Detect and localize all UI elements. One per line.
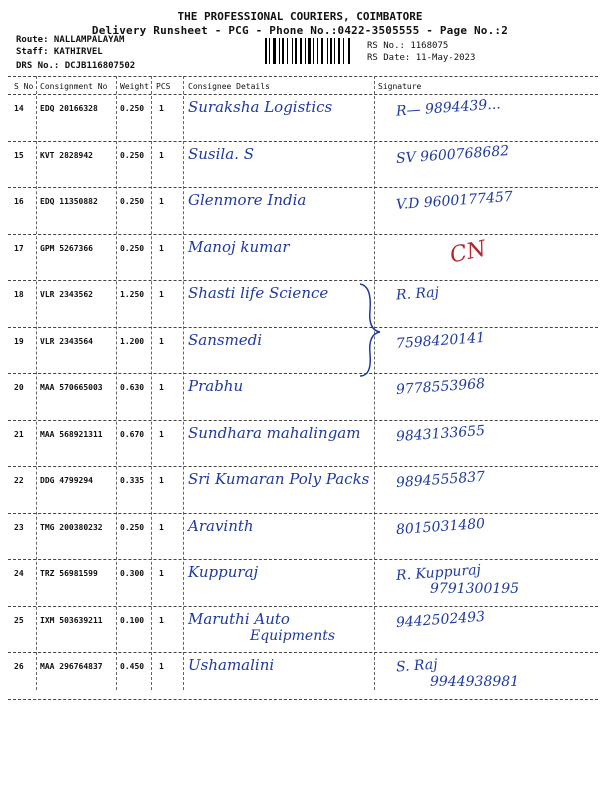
row-weight: 1.250 [120, 290, 145, 299]
row-sno: 21 [14, 429, 24, 439]
row-sno: 22 [14, 476, 24, 485]
row-signature: S. Raj [395, 656, 439, 676]
row-consignee: Glenmore India [188, 191, 307, 209]
row-consignee: Kuppuraj [188, 563, 259, 581]
barcode-bar [265, 38, 267, 64]
row-pcs: 1 [159, 569, 164, 578]
row-sno: 18 [14, 290, 24, 299]
col-consignment: Consignment No [40, 82, 108, 91]
route-label: Route: NALLAMPALAYAM [16, 35, 125, 45]
barcode-bar [295, 38, 297, 64]
row-signature: V.D 9600177457 [395, 188, 514, 214]
row-sno: 24 [14, 569, 24, 578]
row-consignee: Maruthi Auto [188, 609, 290, 628]
row-rule [8, 466, 598, 467]
row-consignee: Prabhu [188, 377, 244, 395]
row-consignee: Ushamalini [188, 656, 275, 674]
row-signature-extra: 9791300195 [430, 581, 520, 597]
row-rule [8, 513, 598, 514]
runsheet-subtitle: Delivery Runsheet - PCG - Phone No.:0422-3505555 - Page No.:2 [91, 24, 509, 37]
col-divider [116, 76, 117, 690]
row-rule [8, 420, 598, 421]
barcode-bar [305, 38, 306, 64]
row-weight: 0.450 [120, 662, 145, 671]
row-consignment: GPM 5267366 [40, 243, 93, 253]
row-consignment: IXM 503639211 [40, 615, 103, 625]
row-consignee: Sansmedi [188, 330, 263, 349]
row-weight: 0.670 [120, 429, 145, 439]
row-signature: 7598420141 [395, 329, 486, 352]
row-pcs: 1 [159, 290, 164, 299]
row-rule [8, 234, 598, 235]
row-rule [8, 373, 598, 374]
row-sno: 26 [14, 662, 24, 671]
row-pcs: 1 [159, 383, 164, 392]
row-sno: 17 [14, 243, 24, 253]
row-sno: 23 [14, 522, 24, 532]
row-weight: 0.250 [120, 197, 145, 206]
row-consignee: Shasti life Science [188, 284, 329, 302]
row-consignee: Aravinth [188, 516, 254, 535]
row-pcs: 1 [159, 615, 164, 625]
row-sno: 25 [14, 615, 24, 625]
row-pcs: 1 [159, 429, 164, 439]
brace-mark [356, 280, 386, 380]
barcode-bar [327, 38, 328, 64]
row-rule [8, 187, 598, 188]
row-consignment: VLR 2343562 [40, 290, 93, 299]
col-weight: Weight [120, 82, 149, 91]
row-pcs: 1 [159, 662, 164, 671]
row-signature-extra: 9944938981 [430, 674, 520, 690]
row-consignment: DDG 4799294 [40, 476, 93, 485]
row-sno: 16 [14, 197, 24, 206]
row-sno: 20 [14, 383, 24, 392]
row-weight: 0.100 [120, 615, 145, 625]
row-pcs: 1 [159, 336, 164, 346]
row-weight: 0.250 [120, 150, 145, 160]
row-weight: 0.250 [120, 243, 145, 253]
barcode-bar [308, 38, 311, 64]
row-consignment: MAA 570665003 [40, 383, 103, 392]
row-signature-extra: Equipments [250, 627, 336, 644]
row-signature: 8015031480 [395, 515, 486, 538]
row-consignment: TMG 200380232 [40, 522, 103, 532]
row-signature: 9442502493 [395, 608, 486, 631]
drs-label: DRS No.: DCJB116807502 [16, 61, 136, 71]
row-sno: 19 [14, 336, 24, 346]
row-signature: R. Raj [395, 284, 440, 304]
row-consignment: VLR 2343564 [40, 336, 93, 346]
barcode-bar [300, 38, 302, 64]
barcode-bar [269, 38, 270, 64]
row-weight: 0.250 [120, 104, 145, 113]
barcode-bar [279, 38, 280, 64]
row-consignee: Manoj kumar [188, 237, 290, 256]
staff-label: Staff: KATHIRVEL [16, 47, 103, 57]
row-signature: 9843133655 [395, 422, 486, 445]
row-pcs: 1 [159, 150, 164, 160]
row-signature: R. Kuppuraj [395, 562, 482, 584]
barcode-bar [273, 38, 276, 64]
col-pcs: PCS [156, 82, 171, 91]
col-divider [183, 76, 184, 690]
row-consignment: MAA 296764837 [40, 662, 103, 671]
row-signature: 9894555837 [395, 468, 486, 492]
barcode-bar [313, 38, 314, 64]
row-signature: 9778553968 [395, 375, 486, 399]
barcode-bar [330, 38, 332, 64]
company-title: THE PROFESSIONAL COURIERS, COIMBATORE [177, 10, 423, 23]
barcode-bar [321, 38, 323, 64]
row-weight: 0.630 [120, 383, 145, 392]
col-signature: Signature [378, 82, 422, 91]
row-consignment: KVT 2828942 [40, 150, 93, 160]
row-consignee: Susila. S [188, 144, 254, 163]
col-consignee: Consignee Details [188, 82, 270, 91]
row-rule [8, 327, 598, 328]
row-sno: 14 [14, 104, 24, 113]
header-bottom-rule [8, 94, 598, 95]
row-rule [8, 280, 598, 281]
row-pcs: 1 [159, 476, 164, 485]
row-consignee: Suraksha Logistics [188, 98, 333, 116]
row-pcs: 1 [159, 197, 164, 206]
barcode-bar [338, 38, 340, 64]
row-rule [8, 559, 598, 560]
row-weight: 0.300 [120, 569, 145, 578]
header-top-rule [8, 76, 598, 77]
row-consignment: TRZ 56981599 [40, 569, 98, 578]
barcode-bar [292, 38, 293, 64]
brace-path [360, 284, 380, 376]
row-consignment: MAA 568921311 [40, 429, 103, 439]
col-sno: S No [14, 82, 34, 91]
row-pcs: 1 [159, 243, 164, 253]
barcode-bar [287, 38, 288, 64]
row-weight: 1.200 [120, 336, 145, 346]
row-rule [8, 652, 598, 653]
row-signature: SV 9600768682 [395, 142, 510, 167]
col-divider [374, 76, 375, 690]
barcode-bar [317, 38, 318, 64]
row-consignee: Sri Kumaran Poly Packs [188, 470, 370, 488]
row-consignment: EDQ 20166328 [40, 104, 98, 113]
barcode-bar [348, 38, 350, 64]
rs-date: RS Date: 11-May-2023 [367, 53, 476, 63]
row-pcs: 1 [159, 104, 164, 113]
col-divider [151, 76, 152, 690]
row-rule [8, 699, 598, 700]
row-consignee: Sundhara mahalingam [188, 423, 361, 442]
barcode-bar [343, 38, 344, 64]
row-rule [8, 141, 598, 142]
row-rule [8, 606, 598, 607]
row-signature: R— 9894439... [395, 96, 502, 120]
row-pcs: 1 [159, 522, 164, 532]
col-divider [36, 76, 37, 690]
rs-number: RS No.: 1168075 [367, 41, 449, 51]
red-ink-mark: CN [447, 236, 489, 269]
row-consignment: EDQ 11350882 [40, 197, 98, 206]
row-sno: 15 [14, 150, 24, 160]
barcode [265, 38, 361, 64]
barcode-bar [334, 38, 335, 64]
barcode-bar [282, 38, 284, 64]
row-weight: 0.335 [120, 476, 145, 485]
row-weight: 0.250 [120, 522, 145, 532]
